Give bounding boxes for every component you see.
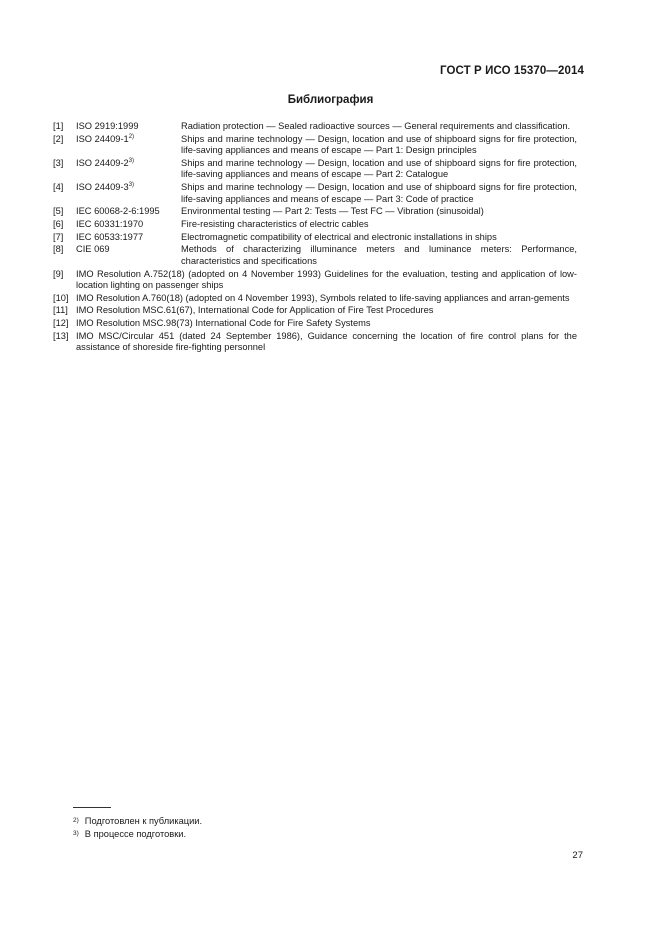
bibliography-entry <box>53 219 577 231</box>
bibliography-entry <box>53 305 577 317</box>
footnote-text: Подготовлен к публикации. <box>84 816 203 826</box>
entry-number: [8] <box>53 244 64 255</box>
bibliography-entry <box>53 158 577 181</box>
entry-number: [12] <box>53 318 69 329</box>
entry-number: [6] <box>53 218 64 229</box>
entry-number: [4] <box>53 182 64 193</box>
entry-description: Fire-resisting characteristics of electric cables <box>181 218 369 229</box>
page-title: Библиография <box>287 94 374 106</box>
bibliography-entry <box>53 121 577 133</box>
footnotes <box>73 815 202 841</box>
bibliography-entry <box>53 206 577 218</box>
entry-number: [13] <box>53 330 69 341</box>
entry-description: Ships and marine technology — Design, location and use of shipboard signs for fire protection, life-saving appliances and means of escape — Part 3: Code of practice <box>181 182 577 204</box>
entry-description: Ships and marine technology — Design, location and use of shipboard signs for fire protection, life-saving appliances and means of escape — Part 2: Catalogue <box>181 157 577 180</box>
entry-code: ISO 24409-3$^{3)}$ <box>76 182 135 193</box>
bibliography-entry <box>53 331 577 354</box>
entry-code: IEC 60331:1970 <box>76 218 144 229</box>
entry-code: CIE 069 <box>76 244 110 255</box>
document-header: ГОСТ Р ИСО 15370—2014 <box>439 65 584 77</box>
bibliography-entry <box>53 134 577 157</box>
footnote-mark: 3) <box>73 830 79 837</box>
entry-number: [3] <box>53 157 64 168</box>
bibliography-entry <box>53 293 577 305</box>
page-number: 27 <box>572 850 583 861</box>
entry-description: Electromagnetic compatibility of electrical and electronic installations in ships <box>181 231 497 242</box>
entry-number: [2] <box>53 133 64 144</box>
bibliography-entry <box>53 269 577 292</box>
footnote <box>73 828 202 841</box>
entry-code: IEC 60533:1977 <box>76 231 144 242</box>
footnote-mark: 2) <box>128 133 135 140</box>
entry-text: IMO Resolution A.760(18) (adopted on 4 November 1993), Symbols related to life-saving appliances and arran-gements <box>76 292 570 303</box>
entry-text: IMO MSC/Circular 451 (dated 24 September 1986), Guidance concerning the location of fire control plans for the assistance of shoreside fire-fighting personnel <box>76 330 577 353</box>
entry-description: Methods of characterizing illuminance meters and luminance meters: Performance, characteristics and specifications <box>181 244 577 266</box>
footnote-mark: 2) <box>73 817 79 824</box>
entry-number: [9] <box>53 268 64 279</box>
bibliography-entry <box>53 244 577 267</box>
footnote-mark: 3) <box>128 182 135 189</box>
bibliography-list <box>53 121 577 355</box>
footnote <box>73 815 202 828</box>
entry-code: ISO 2919:1999 <box>76 121 139 131</box>
entry-text: IMO Resolution MSC.98(73) International Code for Fire Safety Systems <box>76 318 371 329</box>
entry-text: IMO Resolution A.752(18) (adopted on 4 November 1993) Guidelines for the evaluation, testing and application of low-location lighting on passenger ships <box>76 268 577 290</box>
entry-text: IMO Resolution MSC.61(67), International Code for Application of Fire Test Procedures <box>76 305 434 316</box>
bibliography-entry <box>53 182 577 205</box>
entry-code: ISO 24409-1$^{2)}$ <box>76 133 135 144</box>
entry-number: [1] <box>53 121 64 131</box>
entry-description: Ships and marine technology — Design, location and use of shipboard signs for fire protection, life-saving appliances and means of escape — Part 1: Design principles <box>181 133 577 156</box>
footnote-divider <box>73 807 111 808</box>
entry-code: IEC 60068-2-6:1995 <box>76 206 160 217</box>
entry-description: Environmental testing — Part 2: Tests — Test FC — Vibration (sinusoidal) <box>181 206 484 217</box>
footnote-mark: 3) <box>128 157 135 164</box>
entry-code: ISO 24409-2$^{3)}$ <box>76 157 135 168</box>
footnote-text: В процессе подготовки. <box>84 829 187 839</box>
entry-description: Radiation protection — Sealed radioactive sources — General requirements and classification. <box>181 121 571 131</box>
entry-number: [5] <box>53 206 64 217</box>
bibliography-entry <box>53 318 577 330</box>
bibliography-entry <box>53 232 577 244</box>
entry-number: [7] <box>53 231 64 242</box>
entry-number: [11] <box>53 305 68 316</box>
entry-number: [10] <box>53 292 69 303</box>
